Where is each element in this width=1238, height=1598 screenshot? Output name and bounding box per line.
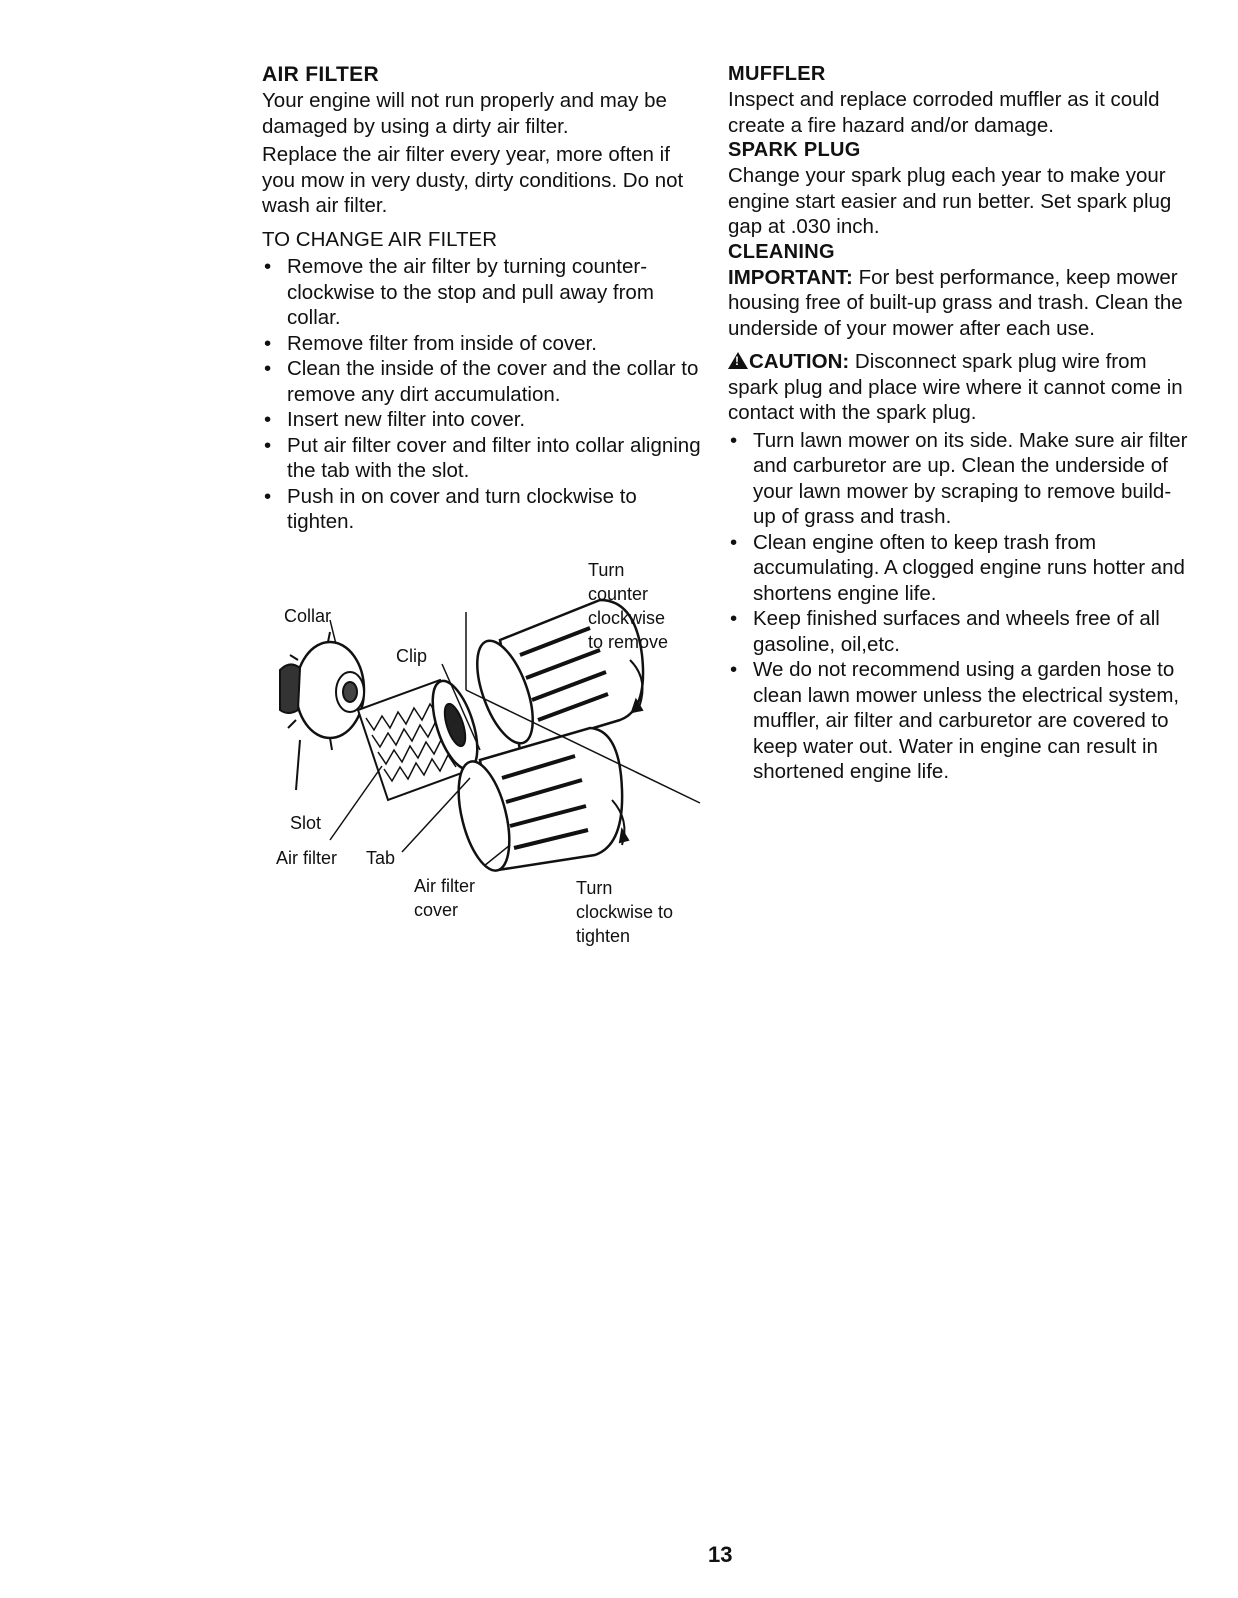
spark-plug-text: Change your spark plug each year to make your engine start easier and run better. Set spark plug gap at .030 inch.	[728, 164, 1172, 238]
label-air-filter-cover-line2: cover	[414, 900, 459, 920]
air-filter-heading: AIR FILTER	[262, 63, 379, 86]
air-filter-section	[262, 62, 702, 535]
label-clip: Clip	[396, 646, 428, 666]
label-air-filter-cover-line1: Air filter	[414, 876, 476, 896]
list-item: • We do not recommend using a garden hose to clean lawn mower unless the electrical system, muffler, air filter and carburetor are covered to keep water out. Water in engine can result in shortened engine life.	[728, 657, 1188, 785]
cleaning-steps-list	[728, 428, 1188, 785]
label-turn-ccw-line3: clockwise	[588, 608, 666, 628]
air-filter-steps-list	[262, 254, 702, 535]
label-turn-cw-line2: clockwise to	[576, 902, 674, 922]
label-slot: Slot	[290, 813, 322, 833]
list-item: • Put air filter cover and filter into collar aligning the tab with the slot.	[262, 433, 702, 484]
label-air-filter: Air filter	[276, 848, 338, 868]
list-item: • Keep finished surfaces and wheels free of all gasoline, oil,etc.	[728, 606, 1188, 657]
label-tab: Tab	[366, 848, 396, 868]
air-filter-diagram	[270, 560, 710, 960]
page-number: 13	[708, 1542, 733, 1567]
air-filter-intro-2: Replace the air filter every year, more often if you mow in very dusty, dirty conditions. Do not wash air filter.	[262, 143, 684, 217]
label-collar: Collar	[284, 606, 332, 626]
important-text: For best performance, keep mower housing free of built-up grass and trash. Clean the underside of your mower after each use.	[728, 265, 1183, 340]
cleaning-heading: CLEANING	[728, 240, 835, 263]
list-item: • Remove the air filter by turning counter-clockwise to the stop and pull away from collar.	[262, 254, 702, 331]
label-turn-ccw-line2: counter	[588, 584, 649, 604]
list-item: • Clean the inside of the cover and the collar to remove any dirt accumulation.	[262, 356, 702, 407]
caution-text: Disconnect spark plug wire from spark plug and place wire where it cannot come in contact with the spark plug.	[728, 350, 1183, 424]
list-item: • Remove filter from inside of cover.	[262, 331, 702, 357]
list-item: • Insert new filter into cover.	[262, 407, 702, 433]
label-turn-cw-line3: tighten	[576, 926, 631, 946]
important-label: IMPORTANT:	[728, 265, 853, 289]
spark-plug-heading: SPARK PLUG	[728, 139, 861, 161]
maintenance-section	[728, 62, 1188, 785]
caution-label: CAUTION:	[749, 350, 850, 373]
change-air-filter-subheading: TO CHANGE AIR FILTER	[262, 227, 498, 251]
list-item: • Clean engine often to keep trash from accumulating. A clogged engine runs hotter and shortens engine life.	[728, 530, 1188, 607]
list-item: • Turn lawn mower on its side. Make sure air filter and carburetor are up. Clean the underside of your lawn mower by scraping to remove build-up of grass and trash.	[728, 428, 1188, 530]
air-filter-intro-1: Your engine will not run properly and may be damaged by using a dirty air filter.	[262, 89, 667, 138]
muffler-text: Inspect and replace corroded muffler as it could create a fire hazard and/or damage.	[728, 88, 1160, 137]
label-turn-cw-line1: Turn	[576, 878, 613, 898]
caution-note	[728, 349, 1188, 426]
label-turn-ccw-line1: Turn	[588, 560, 625, 580]
muffler-heading: MUFFLER	[728, 63, 826, 85]
label-turn-ccw-line4: to remove	[588, 632, 669, 652]
list-item: • Push in on cover and turn clockwise to tighten.	[262, 484, 702, 535]
important-note	[728, 265, 1188, 342]
warning-triangle-icon	[728, 352, 748, 369]
